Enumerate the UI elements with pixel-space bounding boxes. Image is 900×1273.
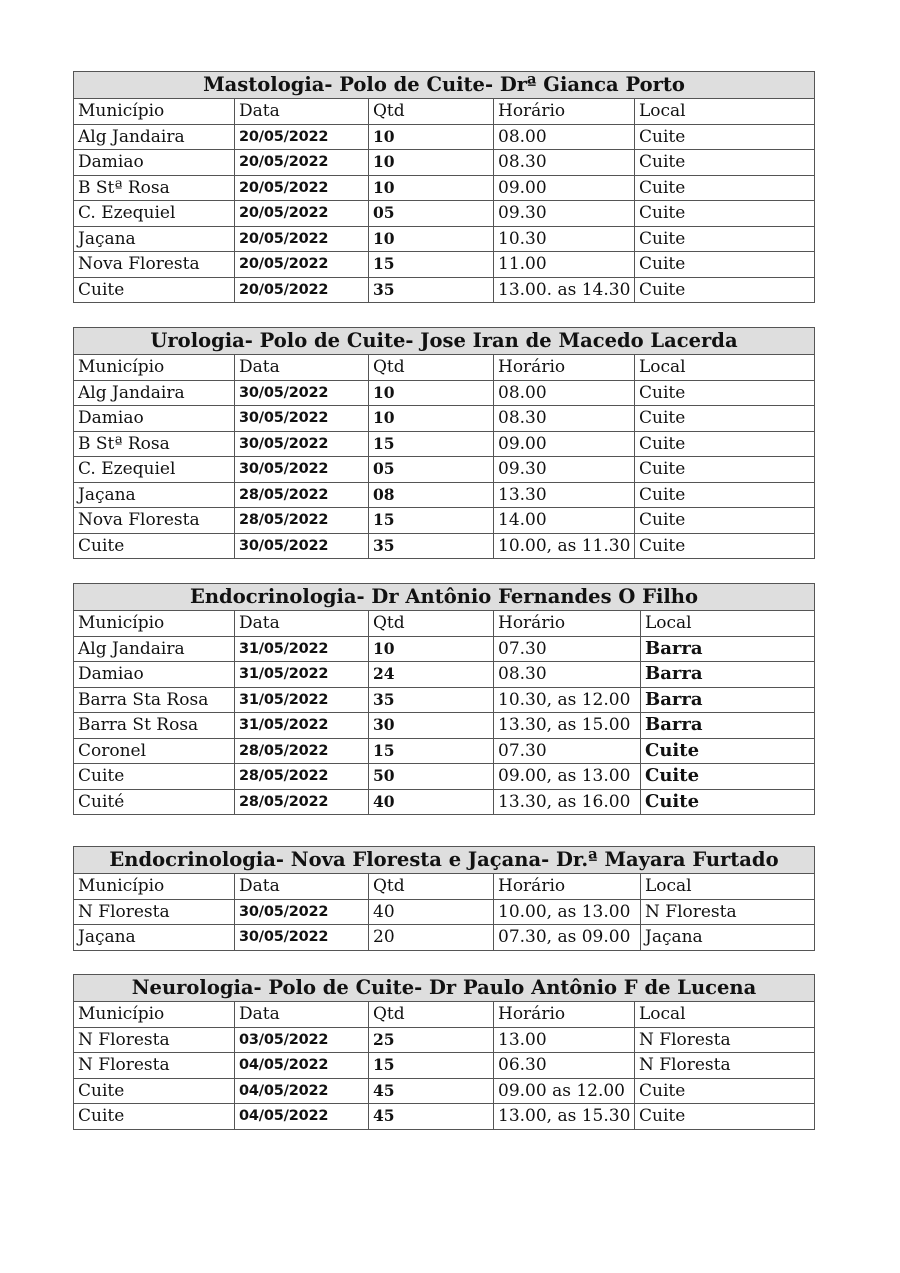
- cell-data: 31/05/2022: [235, 662, 369, 688]
- cell-qtd: 40: [369, 789, 494, 815]
- cell-local: N Floresta: [641, 899, 815, 925]
- cell-local: Cuite: [635, 1104, 815, 1130]
- cell-municipio: Nova Floresta: [74, 252, 235, 278]
- cell-qtd: 25: [369, 1027, 494, 1053]
- cell-data: 30/05/2022: [235, 925, 369, 951]
- cell-data: 20/05/2022: [235, 150, 369, 176]
- cell-data: 04/05/2022: [235, 1104, 369, 1130]
- cell-local: Cuite: [635, 124, 815, 150]
- cell-horario: 10.00, as 11.30: [494, 533, 635, 559]
- section-title: Mastologia- Polo de Cuite- Drª Gianca Porto: [74, 72, 815, 99]
- cell-horario: 07.30: [494, 738, 641, 764]
- section-title-row: [74, 72, 815, 99]
- cell-data: 30/05/2022: [235, 457, 369, 483]
- table-row: [74, 482, 815, 508]
- cell-horario: 11.00: [494, 252, 635, 278]
- section-title-row: [74, 328, 815, 355]
- column-header-row: [74, 355, 815, 381]
- section-title-row: [74, 847, 815, 874]
- cell-horario: 13.30, as 15.00: [494, 713, 641, 739]
- cell-municipio: N Floresta: [74, 899, 235, 925]
- cell-qtd: 35: [369, 687, 494, 713]
- table-row: [74, 1027, 815, 1053]
- table-row: [74, 406, 815, 432]
- cell-local: Barra: [641, 687, 815, 713]
- cell-municipio: Cuité: [74, 789, 235, 815]
- cell-data: 20/05/2022: [235, 124, 369, 150]
- cell-municipio: Coronel: [74, 738, 235, 764]
- cell-qtd: 10: [369, 380, 494, 406]
- cell-horario: 09.00: [494, 431, 635, 457]
- cell-data: 20/05/2022: [235, 175, 369, 201]
- header-horario: Horário: [494, 355, 635, 381]
- cell-data: 31/05/2022: [235, 713, 369, 739]
- cell-horario: 09.00, as 13.00: [494, 764, 641, 790]
- schedule-table: [73, 327, 815, 559]
- cell-data: 30/05/2022: [235, 380, 369, 406]
- cell-data: 30/05/2022: [235, 899, 369, 925]
- table-row: [74, 662, 815, 688]
- cell-qtd: 24: [369, 662, 494, 688]
- cell-municipio: Damiao: [74, 406, 235, 432]
- cell-horario: 08.30: [494, 662, 641, 688]
- cell-qtd: 05: [369, 457, 494, 483]
- cell-municipio: Cuite: [74, 1078, 235, 1104]
- header-municipio: Município: [74, 99, 235, 125]
- cell-municipio: Alg Jandaira: [74, 636, 235, 662]
- section-title: Urologia- Polo de Cuite- Jose Iran de Macedo Lacerda: [74, 328, 815, 355]
- cell-horario: 10.30, as 12.00: [494, 687, 641, 713]
- cell-municipio: N Floresta: [74, 1053, 235, 1079]
- cell-municipio: Cuite: [74, 764, 235, 790]
- header-qtd: Qtd: [369, 1002, 494, 1028]
- cell-data: 20/05/2022: [235, 277, 369, 303]
- schedule-table: [73, 71, 815, 303]
- cell-municipio: C. Ezequiel: [74, 201, 235, 227]
- cell-data: 28/05/2022: [235, 508, 369, 534]
- cell-data: 30/05/2022: [235, 533, 369, 559]
- cell-data: 30/05/2022: [235, 431, 369, 457]
- section-title: Endocrinologia- Nova Floresta e Jaçana- Dr.ª Mayara Furtado: [74, 847, 815, 874]
- schedule-table: [73, 846, 815, 951]
- cell-local: Cuite: [635, 533, 815, 559]
- cell-qtd: 15: [369, 508, 494, 534]
- cell-horario: 06.30: [494, 1053, 635, 1079]
- table-row: [74, 150, 815, 176]
- cell-horario: 10.00, as 13.00: [494, 899, 641, 925]
- cell-horario: 07.30: [494, 636, 641, 662]
- header-local: Local: [635, 99, 815, 125]
- cell-horario: 09.30: [494, 457, 635, 483]
- table-row: [74, 508, 815, 534]
- cell-qtd: 10: [369, 636, 494, 662]
- header-local: Local: [635, 355, 815, 381]
- cell-municipio: Jaçana: [74, 226, 235, 252]
- cell-local: Cuite: [641, 738, 815, 764]
- cell-qtd: 35: [369, 533, 494, 559]
- cell-horario: 08.30: [494, 406, 635, 432]
- cell-municipio: Damiao: [74, 150, 235, 176]
- cell-data: 03/05/2022: [235, 1027, 369, 1053]
- cell-local: Barra: [641, 713, 815, 739]
- cell-local: Cuite: [635, 226, 815, 252]
- cell-horario: 09.00 as 12.00: [494, 1078, 635, 1104]
- header-data: Data: [235, 874, 369, 900]
- cell-local: Cuite: [635, 277, 815, 303]
- header-data: Data: [235, 355, 369, 381]
- cell-qtd: 05: [369, 201, 494, 227]
- cell-horario: 14.00: [494, 508, 635, 534]
- cell-local: Cuite: [635, 431, 815, 457]
- schedule-table: [73, 583, 815, 815]
- cell-local: Cuite: [635, 482, 815, 508]
- cell-local: N Floresta: [635, 1027, 815, 1053]
- cell-local: Cuite: [635, 150, 815, 176]
- cell-local: Cuite: [641, 764, 815, 790]
- cell-local: Cuite: [635, 175, 815, 201]
- cell-data: 20/05/2022: [235, 226, 369, 252]
- table-row: [74, 1078, 815, 1104]
- table-row: [74, 124, 815, 150]
- table-row: [74, 252, 815, 278]
- table-row: [74, 457, 815, 483]
- cell-municipio: C. Ezequiel: [74, 457, 235, 483]
- table-row: [74, 738, 815, 764]
- cell-data: 04/05/2022: [235, 1078, 369, 1104]
- header-data: Data: [235, 1002, 369, 1028]
- cell-horario: 08.00: [494, 124, 635, 150]
- header-horario: Horário: [494, 99, 635, 125]
- cell-qtd: 30: [369, 713, 494, 739]
- header-horario: Horário: [494, 874, 641, 900]
- cell-qtd: 15: [369, 1053, 494, 1079]
- header-data: Data: [235, 99, 369, 125]
- cell-horario: 10.30: [494, 226, 635, 252]
- cell-data: 28/05/2022: [235, 482, 369, 508]
- cell-qtd: 10: [369, 226, 494, 252]
- table-row: [74, 764, 815, 790]
- cell-data: 31/05/2022: [235, 687, 369, 713]
- header-horario: Horário: [494, 611, 641, 637]
- header-local: Local: [641, 874, 815, 900]
- cell-horario: 09.30: [494, 201, 635, 227]
- cell-local: Jaçana: [641, 925, 815, 951]
- cell-data: 28/05/2022: [235, 789, 369, 815]
- cell-municipio: Cuite: [74, 277, 235, 303]
- cell-qtd: 40: [369, 899, 494, 925]
- cell-qtd: 45: [369, 1104, 494, 1130]
- cell-data: 30/05/2022: [235, 406, 369, 432]
- cell-local: Barra: [641, 662, 815, 688]
- cell-data: 20/05/2022: [235, 201, 369, 227]
- table-row: [74, 899, 815, 925]
- cell-horario: 13.30, as 16.00: [494, 789, 641, 815]
- header-local: Local: [641, 611, 815, 637]
- header-qtd: Qtd: [369, 611, 494, 637]
- cell-qtd: 10: [369, 175, 494, 201]
- cell-municipio: Alg Jandaira: [74, 380, 235, 406]
- cell-horario: 09.00: [494, 175, 635, 201]
- table-row: [74, 1104, 815, 1130]
- cell-qtd: 35: [369, 277, 494, 303]
- header-municipio: Município: [74, 1002, 235, 1028]
- header-data: Data: [235, 611, 369, 637]
- cell-data: 04/05/2022: [235, 1053, 369, 1079]
- header-qtd: Qtd: [369, 874, 494, 900]
- column-header-row: [74, 1002, 815, 1028]
- cell-municipio: Jaçana: [74, 925, 235, 951]
- table-row: [74, 277, 815, 303]
- cell-local: Cuite: [635, 508, 815, 534]
- cell-local: Cuite: [635, 201, 815, 227]
- header-qtd: Qtd: [369, 99, 494, 125]
- schedule-table: [73, 974, 815, 1130]
- header-municipio: Município: [74, 355, 235, 381]
- column-header-row: [74, 611, 815, 637]
- cell-qtd: 15: [369, 738, 494, 764]
- cell-municipio: Barra Sta Rosa: [74, 687, 235, 713]
- cell-municipio: Jaçana: [74, 482, 235, 508]
- table-row: [74, 789, 815, 815]
- section-title-row: [74, 584, 815, 611]
- cell-municipio: N Floresta: [74, 1027, 235, 1053]
- column-header-row: [74, 99, 815, 125]
- table-row: [74, 201, 815, 227]
- cell-qtd: 50: [369, 764, 494, 790]
- cell-municipio: B Stª Rosa: [74, 175, 235, 201]
- cell-data: 28/05/2022: [235, 738, 369, 764]
- cell-local: Cuite: [635, 457, 815, 483]
- cell-qtd: 10: [369, 124, 494, 150]
- cell-municipio: Damiao: [74, 662, 235, 688]
- header-qtd: Qtd: [369, 355, 494, 381]
- cell-horario: 13.00. as 14.30: [494, 277, 635, 303]
- cell-municipio: Cuite: [74, 533, 235, 559]
- table-row: [74, 713, 815, 739]
- cell-qtd: 10: [369, 406, 494, 432]
- cell-local: Cuite: [635, 406, 815, 432]
- section-title-row: [74, 975, 815, 1002]
- cell-qtd: 20: [369, 925, 494, 951]
- cell-qtd: 45: [369, 1078, 494, 1104]
- cell-municipio: B Stª Rosa: [74, 431, 235, 457]
- cell-local: Cuite: [635, 1078, 815, 1104]
- section-title: Endocrinologia- Dr Antônio Fernandes O Filho: [74, 584, 815, 611]
- header-municipio: Município: [74, 874, 235, 900]
- cell-qtd: 15: [369, 252, 494, 278]
- cell-local: Barra: [641, 636, 815, 662]
- cell-local: N Floresta: [635, 1053, 815, 1079]
- cell-local: Cuite: [635, 252, 815, 278]
- cell-qtd: 08: [369, 482, 494, 508]
- cell-data: 20/05/2022: [235, 252, 369, 278]
- cell-qtd: 10: [369, 150, 494, 176]
- header-horario: Horário: [494, 1002, 635, 1028]
- cell-horario: 08.00: [494, 380, 635, 406]
- cell-municipio: Barra St Rosa: [74, 713, 235, 739]
- cell-horario: 07.30, as 09.00: [494, 925, 641, 951]
- table-row: [74, 431, 815, 457]
- table-row: [74, 175, 815, 201]
- section-title: Neurologia- Polo de Cuite- Dr Paulo Antônio F de Lucena: [74, 975, 815, 1002]
- table-row: [74, 687, 815, 713]
- table-row: [74, 636, 815, 662]
- table-row: [74, 226, 815, 252]
- cell-municipio: Nova Floresta: [74, 508, 235, 534]
- cell-horario: 13.30: [494, 482, 635, 508]
- table-row: [74, 925, 815, 951]
- header-municipio: Município: [74, 611, 235, 637]
- cell-qtd: 15: [369, 431, 494, 457]
- cell-horario: 08.30: [494, 150, 635, 176]
- cell-municipio: Cuite: [74, 1104, 235, 1130]
- table-row: [74, 533, 815, 559]
- column-header-row: [74, 874, 815, 900]
- cell-data: 31/05/2022: [235, 636, 369, 662]
- cell-data: 28/05/2022: [235, 764, 369, 790]
- cell-municipio: Alg Jandaira: [74, 124, 235, 150]
- cell-local: Cuite: [641, 789, 815, 815]
- header-local: Local: [635, 1002, 815, 1028]
- cell-horario: 13.00: [494, 1027, 635, 1053]
- table-row: [74, 380, 815, 406]
- table-row: [74, 1053, 815, 1079]
- cell-local: Cuite: [635, 380, 815, 406]
- cell-horario: 13.00, as 15.30: [494, 1104, 635, 1130]
